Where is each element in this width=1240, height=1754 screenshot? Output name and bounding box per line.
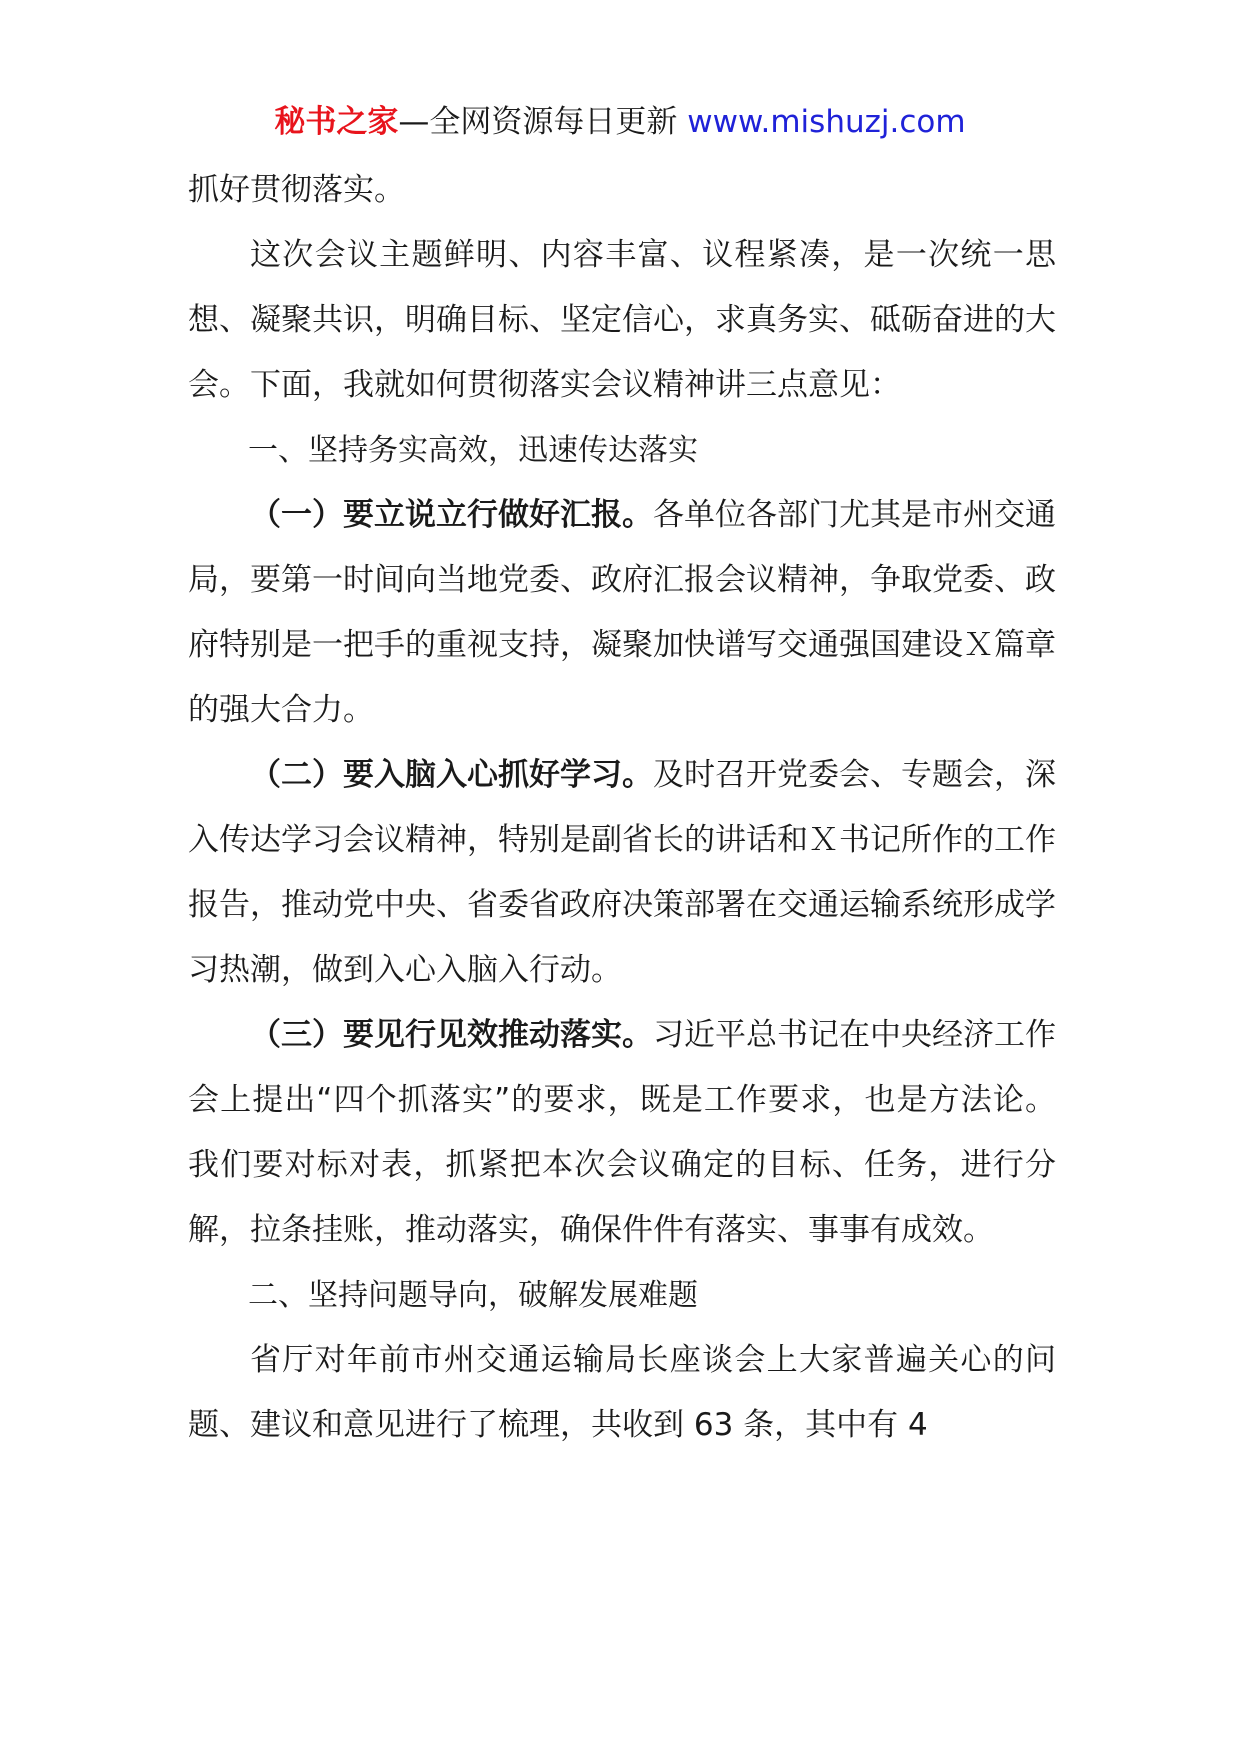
paragraph-intro: 这次会议主题鲜明、内容丰富、议程紧凑，是一次统一思想、凝聚共识，明确目标、坚定信心，求真务实、砥砺奋进的大会。下面，我就如何贯彻落实会议精神讲三点意见： xyxy=(188,237,1056,403)
item-text-3: 习近平总书记在中央经济工作会上提出“四个抓落实”的要求，既是工作要求，也是方法论。我们要对标对表，抓紧把本次会议确定的目标、任务，进行分解，拉条挂账，推动落实，确保件件有落实、事事有成效。 xyxy=(188,1017,1056,1248)
item-title-3: （三）要见行见效推动落实。 xyxy=(250,1017,653,1053)
section-heading-2: 二、坚持问题导向，破解发展难题 xyxy=(248,1278,698,1313)
item-text-2: 及时召开党委会、专题会，深入传达学习会议精神，特别是副省长的讲话和Ｘ书记所作的工作报告，推动党中央、省委省政府决策部署在交通运输系统形成学习热潮，做到入心入脑入行动。 xyxy=(188,757,1056,988)
section-heading-1: 一、坚持务实高效，迅速传达落实 xyxy=(248,433,698,468)
item-title-2: （二）要入脑入心抓好学习。 xyxy=(250,757,653,793)
header-slogan: —全网资源每日更新 xyxy=(398,104,678,140)
paragraph-continuation: 抓好贯彻落实。 xyxy=(188,172,405,208)
document-body xyxy=(188,158,1056,1458)
paragraph-last: 省厅对年前市州交通运输局长座谈会上大家普遍关心的问题、建议和意见进行了梳理，共收到 63 条，其中有 4 xyxy=(188,1342,1056,1443)
paragraph-item-1 xyxy=(188,483,1056,743)
website-url[interactable]: www.mishuzj.com xyxy=(687,104,966,140)
page-header xyxy=(0,100,1240,144)
item-text-1: 各单位各部门尤其是市州交通局，要第一时间向当地党委、政府汇报会议精神，争取党委、政府特别是一把手的重视支持，凝聚加快谱写交通强国建设Ｘ篇章的强大合力。 xyxy=(188,497,1056,728)
paragraph-item-2 xyxy=(188,743,1056,1003)
brand-name: 秘书之家 xyxy=(274,104,399,140)
paragraph-item-3 xyxy=(188,1003,1056,1263)
item-title-1: （一）要立说立行做好汇报。 xyxy=(250,497,653,533)
